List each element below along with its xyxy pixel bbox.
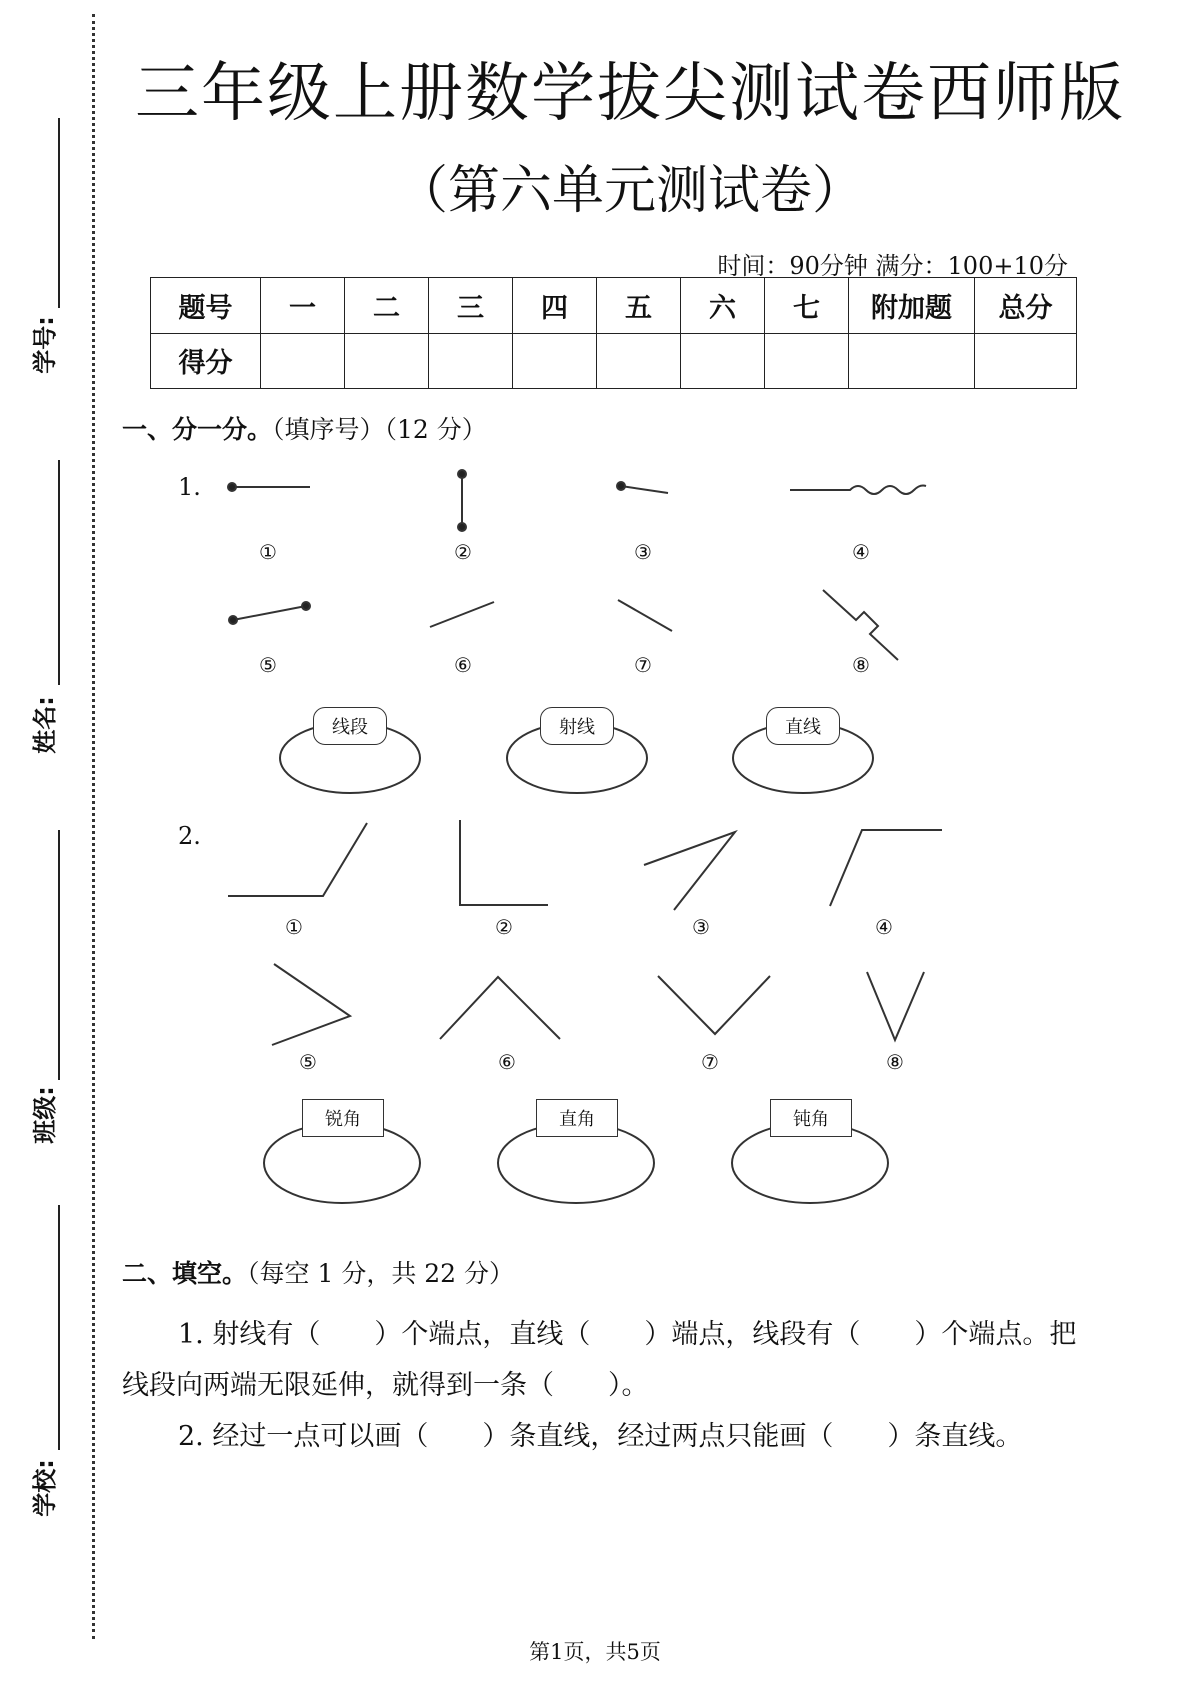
section1-title: 一、分一分。 (122, 415, 273, 444)
q2-figure-label: ⑦ (701, 1050, 719, 1074)
score-header-cell: 七 (765, 278, 849, 334)
q2-figure-label: ④ (875, 915, 893, 939)
page-subtitle: （第六单元测试卷） (395, 161, 864, 221)
score-header-cell: 五 (597, 278, 681, 334)
student-id-label: 学号: (30, 316, 59, 374)
q1-figure-label: ① (259, 540, 277, 564)
obtuse-category-label: 钝角 (770, 1099, 852, 1137)
q1-figure-label: ⑥ (454, 653, 472, 677)
segment-category-label: 线段 (313, 707, 387, 745)
figure-broken-line-8 (823, 590, 898, 660)
score-header-cell: 题号 (151, 278, 261, 334)
section1-q2-number: 2. (178, 822, 201, 850)
q2-figure-label: ⑧ (886, 1050, 904, 1074)
acute-category-label: 锐角 (302, 1099, 384, 1137)
q1-figure-label: ② (454, 540, 472, 564)
angle-figure-5 (272, 964, 350, 1045)
ray-category-label: 射线 (540, 707, 614, 745)
figure-line-6 (430, 602, 494, 627)
q1-figure-label: ⑤ (259, 653, 277, 677)
score-header-cell: 四 (513, 278, 597, 334)
angle-figure-3 (644, 832, 735, 910)
page-title: 三年级上册数学拔尖测试卷西师版 (135, 57, 1125, 131)
q1-figure-label: ④ (852, 540, 870, 564)
right-category-label: 直角 (536, 1099, 618, 1137)
q2-figure-label: ⑤ (299, 1050, 317, 1074)
q1-figure-label: ⑦ (634, 653, 652, 677)
score-header-cell: 二 (345, 278, 429, 334)
name-label: 姓名: (30, 696, 59, 754)
line-category-label: 直线 (766, 707, 840, 745)
class-label: 班级: (30, 1086, 59, 1144)
section2-title: 二、填空。 (122, 1259, 248, 1288)
score-header-cell: 附加题 (849, 278, 975, 334)
figure-segment-ray-1 (228, 483, 310, 491)
q2-figure-label: ① (285, 915, 303, 939)
q2-figure-label: ③ (692, 915, 710, 939)
section2-q1-line2: 线段向两端无限延伸，就得到一条（ ）。 (122, 1370, 649, 1401)
section2-q1-line1: 1. 射线有（ ）个端点，直线（ ）端点，线段有（ ）个端点。把 (178, 1319, 1077, 1350)
q1-figure-label: ③ (634, 540, 652, 564)
score-header-cell: 总分 (975, 278, 1077, 334)
angle-figure-8 (867, 972, 924, 1040)
angle-figure-7 (658, 976, 770, 1034)
score-header-cell: 一 (261, 278, 345, 334)
school-label: 学校: (30, 1459, 59, 1517)
figure-line-7 (618, 600, 672, 631)
section2-heading (122, 1254, 514, 1290)
figure-segment-5 (229, 602, 310, 624)
score-header-cell: 三 (429, 278, 513, 334)
figure-vertical-segment-2 (458, 470, 466, 531)
angle-figure-1 (228, 823, 367, 896)
figure-short-ray-3 (617, 482, 668, 493)
q1-figure-label: ⑧ (852, 653, 870, 677)
page-number: 第1页，共5页 (529, 1640, 661, 1664)
section2-q2: 2. 经过一点可以画（ ）条直线，经过两点只能画（ ）条直线。 (178, 1421, 1023, 1452)
score-row-label: 得分 (151, 333, 261, 389)
score-header-cell: 六 (681, 278, 765, 334)
q2-figure-label: ⑥ (498, 1050, 516, 1074)
section2-note: （每空 1 分，共 22 分） (247, 1259, 515, 1288)
exam-meta: 时间：90分钟 满分：100+10分 (717, 252, 1068, 280)
figure-wavy-line-4 (790, 486, 926, 495)
q2-figure-label: ② (495, 915, 513, 939)
section1-q1-number: 1. (178, 473, 201, 501)
angle-figure-2 (460, 820, 548, 905)
angle-figure-6 (440, 977, 560, 1039)
angle-figure-4 (830, 830, 942, 906)
section1-note: （填序号）（12 分） (272, 415, 487, 444)
